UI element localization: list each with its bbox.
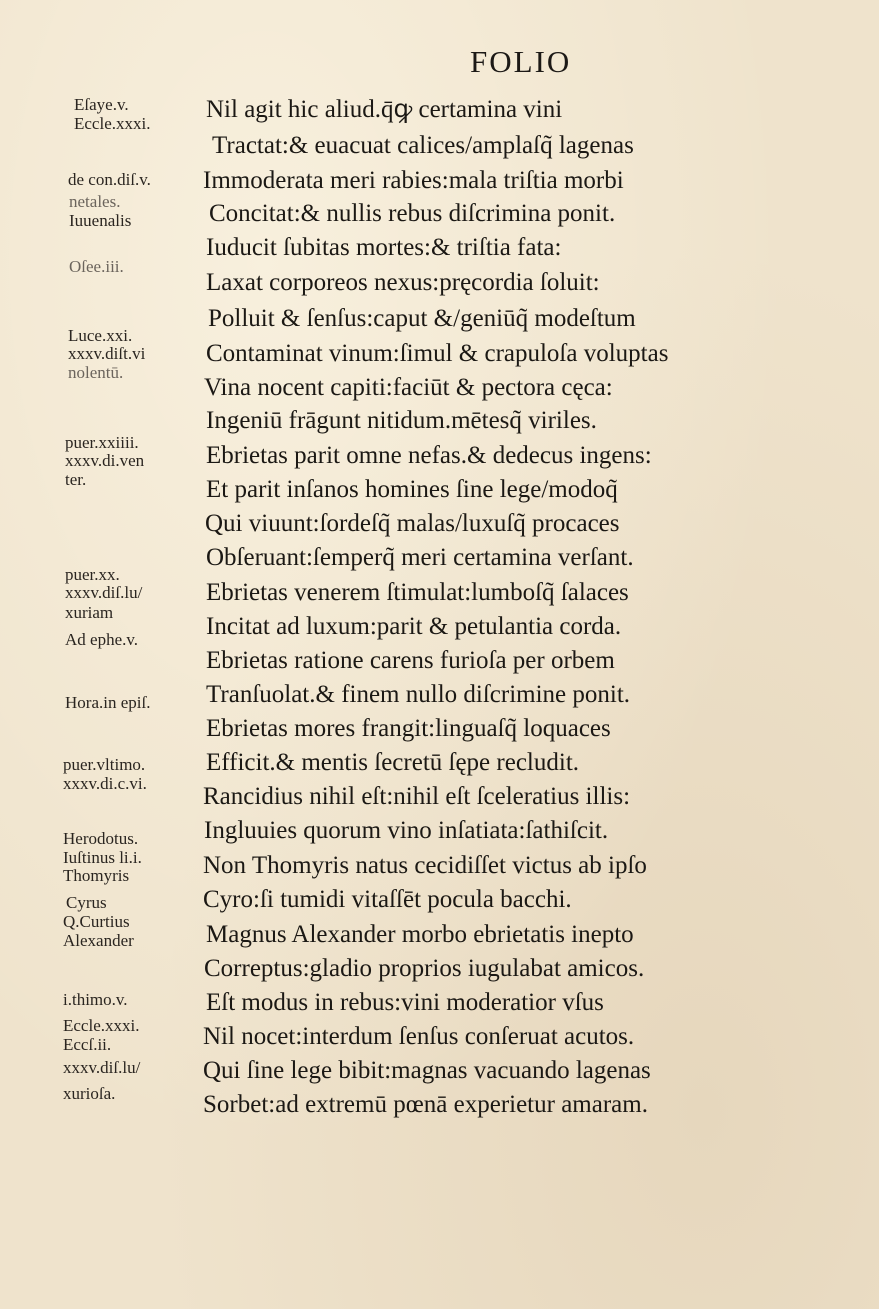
- verse-line: Efficit.& mentis ſecretū ſępe recludit.: [206, 749, 580, 776]
- verse-line: Iuducit ſubitas mortes:& triſtia fata:: [206, 234, 562, 261]
- margin-note: de con.diſ.v.: [68, 170, 151, 189]
- verse-line: Cyro:ſi tumidi vitaſſēt pocula bacchi.: [203, 886, 572, 913]
- verse-line: Nil nocet:interdum ſenſus conſeruat acutos.: [203, 1023, 635, 1050]
- folio-header: FOLIO: [470, 44, 572, 79]
- verse-line: Polluit & ſenſus:caput &/geniūq̃ modeſtum: [208, 305, 636, 332]
- margin-note: Eſaye.v.: [74, 95, 129, 114]
- verse-line: Laxat corporeos nexus:pręcordia ſoluit:: [206, 269, 600, 296]
- verse-line: Non Thomyris natus cecidiſſet victus ab ipſo: [203, 852, 647, 879]
- verse-line: Concitat:& nullis rebus diſcrimina ponit.: [209, 200, 616, 227]
- margin-note: xxxv.di.c.vi.: [63, 774, 147, 793]
- verse-line: Tractat:& euacuat calices/amplaſq̃ lagenas: [212, 132, 634, 159]
- verse-line: Et parit inſanos homines ſine lege/modoq̃: [206, 476, 618, 503]
- margin-note: Alexander: [63, 931, 134, 950]
- margin-note: Oſee.iii.: [69, 257, 124, 276]
- margin-note: Eccſ.ii.: [63, 1035, 112, 1054]
- verse-line: Ebrietas parit omne nefas.& dedecus ingens:: [206, 442, 652, 469]
- margin-note: Iuuenalis: [69, 211, 132, 230]
- margin-note: Hora.in epiſ.: [65, 693, 151, 712]
- verse-line: Ebrietas ratione carens furioſa per orbem: [206, 647, 615, 674]
- margin-note: xxxv.diſt.vi: [68, 344, 146, 363]
- verse-line: Ingluuies quorum vino inſatiata:ſathiſcit.: [204, 817, 609, 844]
- verse-line: Ebrietas venerem ſtimulat:lumboſq̃ ſalaces: [206, 579, 629, 606]
- verse-line: Contaminat vinum:ſimul & crapuloſa voluptas: [206, 340, 669, 367]
- margin-note: xxxv.diſ.lu/: [65, 583, 143, 602]
- verse-line: Incitat ad luxum:parit & petulantia corda.: [206, 613, 622, 640]
- margin-note: xxxv.diſ.lu/: [63, 1058, 141, 1077]
- verse-line: Ebrietas mores frangit:linguaſq̃ loquaces: [206, 715, 611, 742]
- margin-note: nolentū.: [68, 363, 124, 382]
- verse-line: Correptus:gladio proprios iugulabat amicos.: [204, 955, 645, 982]
- verse-line: Qui viuunt:ſordeſq̃ malas/luxuſq̃ procaces: [205, 510, 620, 537]
- verse-line: Magnus Alexander morbo ebrietatis inepto: [206, 921, 634, 948]
- margin-note: Q.Curtius: [63, 912, 130, 931]
- verse-line: Immoderata meri rabies:mala triſtia morbi: [203, 167, 624, 194]
- margin-note: xxxv.di.ven: [65, 451, 145, 470]
- margin-note: Eccle.xxxi.: [63, 1016, 140, 1035]
- margin-note: i.thimo.v.: [63, 990, 128, 1009]
- verse-line: Obſeruant:ſemperq̃ meri certamina verſant.: [206, 544, 634, 571]
- margin-note: puer.vltimo.: [63, 755, 146, 774]
- margin-note: xuriam: [65, 603, 114, 622]
- verse-line: Vina nocent capiti:faciūt & pectora cęca:: [204, 374, 613, 401]
- verse-line: Nil agit hic aliud.q̄ꝙ certamina vini: [206, 96, 563, 123]
- margin-note: Luce.xxi.: [68, 326, 133, 345]
- verse-line: Qui ſine lege bibit:magnas vacuando lagenas: [203, 1057, 651, 1084]
- verse-line: Eſt modus in rebus:vini moderatior vſus: [206, 989, 604, 1016]
- margin-note: ter.: [65, 470, 87, 489]
- verse-line: Tranſuolat.& finem nullo diſcrimine ponit.: [206, 681, 631, 708]
- margin-note: Thomyris: [63, 866, 130, 885]
- verse-line: Sorbet:ad extremū pœnā experietur amaram.: [203, 1091, 648, 1118]
- margin-note: Herodotus.: [63, 829, 139, 848]
- verse-line: Ingeniū frāgunt nitidum.mētesq̃ viriles.: [206, 407, 597, 434]
- margin-note: Cyrus: [66, 893, 107, 912]
- margin-note: netales.: [69, 192, 121, 211]
- margin-note: Iuſtinus li.i.: [63, 848, 142, 867]
- verse-line: Rancidius nihil eſt:nihil eſt ſceleratius illis:: [203, 783, 631, 810]
- margin-note: Ad ephe.v.: [65, 630, 139, 649]
- margin-note: puer.xx.: [65, 565, 120, 584]
- margin-note: puer.xxiiii.: [65, 433, 139, 452]
- margin-note: xurioſa.: [63, 1084, 116, 1103]
- margin-note: Eccle.xxxi.: [74, 114, 151, 133]
